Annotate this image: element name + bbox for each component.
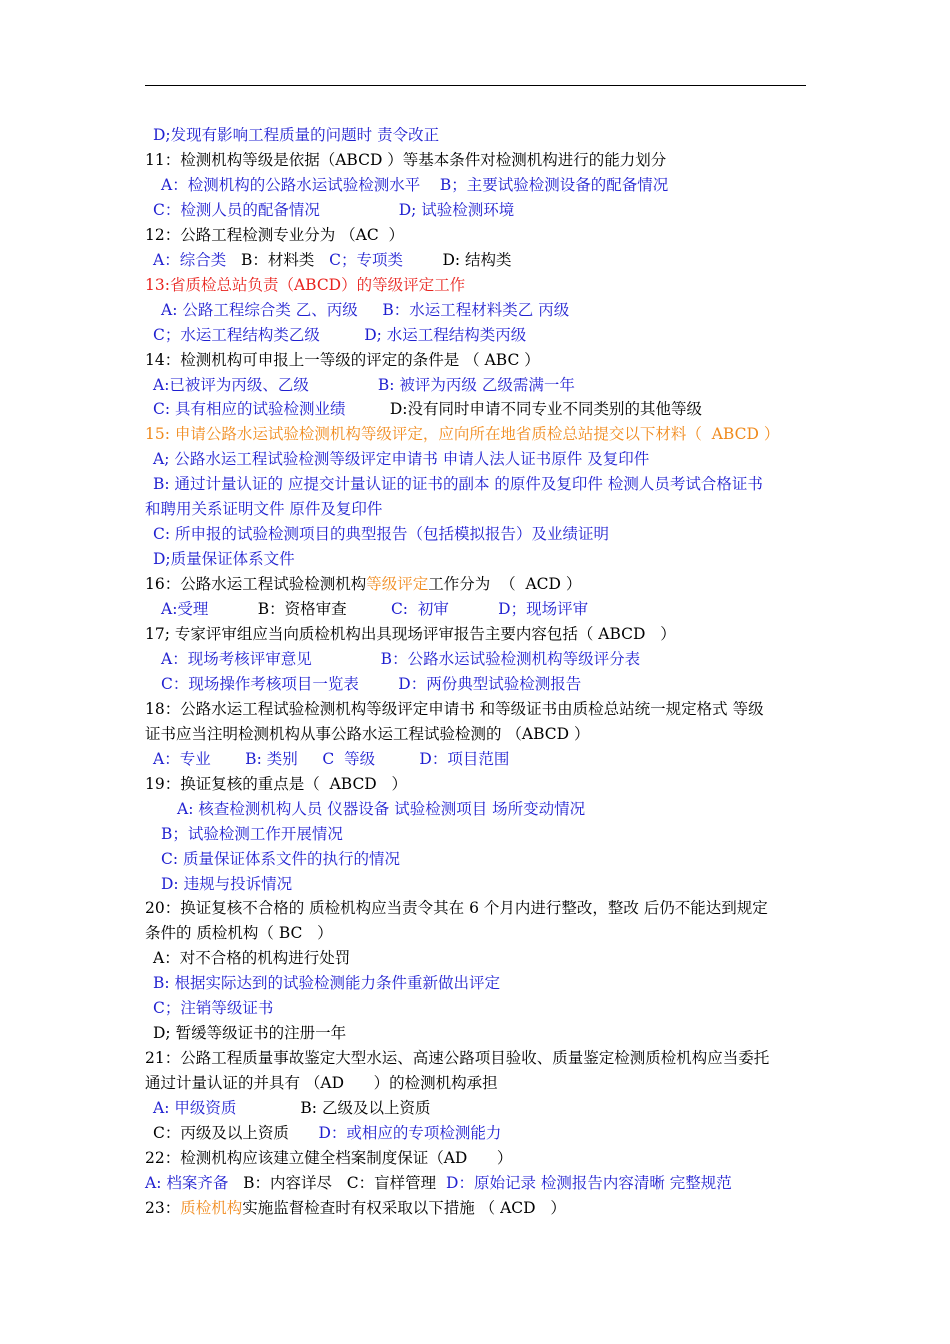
text-segment: C；水运工程结构类乙级 D; 水运工程结构类丙级 xyxy=(153,325,527,344)
text-line xyxy=(145,422,779,447)
text-segment: A：专业 B: 类别 C 等级 D：项目范围 xyxy=(153,749,510,768)
text-segment: 11：检测机构等级是依据（ABCD ）等基本条件对检测机构进行的能力划分 xyxy=(145,150,667,169)
text-line xyxy=(161,647,640,672)
text-segment: 等级评定 xyxy=(366,575,429,594)
text-segment: C: 初审 D；现场评审 xyxy=(390,600,589,619)
text-segment: C；专项类 xyxy=(329,250,404,269)
text-segment: 实施监督检查时有权采取以下措施 （ ACD ） xyxy=(242,1198,566,1217)
text-line xyxy=(153,946,350,971)
text-segment: B：资格审查 xyxy=(208,600,391,619)
text-segment: 工作分为 （ ACD ） xyxy=(428,575,582,594)
text-segment: A: 档案齐备 xyxy=(145,1173,229,1192)
text-segment: 条件的 质检机构（ BC ） xyxy=(145,924,333,943)
text-segment: 17; 专家评审组应当向质检机构出具现场评审报告主要内容包括（ ABCD ） xyxy=(145,625,676,643)
text-line xyxy=(145,572,581,597)
text-segment: 13:省质检总站负责（ABCD）的等级评定工作 xyxy=(145,275,466,294)
text-segment: 15: 申请公路水运试验检测机构等级评定，应向所在地省质检总站提交以下材料（ ABCD ） xyxy=(145,425,780,444)
text-line xyxy=(161,847,400,872)
text-line xyxy=(145,273,465,298)
text-line xyxy=(145,622,676,647)
text-line xyxy=(145,1046,769,1071)
text-line xyxy=(145,697,764,722)
text-segment: C: 质量保证体系文件的执行的情况 xyxy=(161,849,401,868)
text-line xyxy=(153,547,295,572)
text-line xyxy=(153,123,439,148)
text-segment: D: 结构类 xyxy=(403,250,512,269)
text-segment: D：原始记录 检测报告内容清晰 完整规范 xyxy=(446,1173,732,1192)
text-segment: 质检机构 xyxy=(180,1198,243,1217)
text-segment: C：检测人员的配备情况 D; 试验检测环境 xyxy=(153,200,515,219)
text-segment: 证书应当注明检测机构从事公路水运工程试验检测的 （ABCD ） xyxy=(145,724,590,743)
text-segment: D：或相应的专项检测能力 xyxy=(318,1124,502,1142)
text-segment: A：现场考核评审意见 B：公路水运试验检测机构等级评分表 xyxy=(161,649,641,668)
text-line xyxy=(145,896,768,921)
text-segment: A: 甲级资质 xyxy=(153,1099,301,1118)
text-line xyxy=(161,672,581,697)
text-segment: 和聘用关系证明文件 原件及复印件 xyxy=(145,500,383,519)
text-segment: 21：公路工程质量事故鉴定大型水运、高速公路项目验收、质量鉴定检测质检机构应当委托 xyxy=(145,1049,770,1068)
text-line xyxy=(153,472,763,497)
text-segment: 22：检测机构应该建立健全档案制度保证（AD ） xyxy=(145,1148,513,1167)
text-line xyxy=(153,397,702,422)
text-segment: B：内容详尽 C：盲样管理 xyxy=(228,1173,447,1192)
text-segment: D: 违规与投诉情况 xyxy=(161,874,293,893)
text-line xyxy=(153,323,526,348)
text-line xyxy=(177,797,585,822)
header-rule xyxy=(145,85,806,86)
text-line xyxy=(145,348,540,373)
text-segment: A：综合类 xyxy=(153,250,227,269)
text-line xyxy=(145,921,333,946)
text-segment: 20：换证复核不合格的 质检机构应当责令其在 6 个月内进行整改，整改 后仍不能达到规定 xyxy=(145,899,768,918)
text-line xyxy=(161,822,343,847)
text-line xyxy=(145,497,382,522)
text-segment: C：丙级及以上资质 xyxy=(153,1124,319,1142)
text-line xyxy=(161,298,569,323)
text-line xyxy=(153,1096,430,1121)
text-segment: 14：检测机构可申报上一等级的评定的条件是 （ ABC ） xyxy=(145,350,540,369)
text-segment: C: 具有相应的试验检测业绩 xyxy=(153,400,390,419)
text-segment: 18：公路水运工程试验检测机构等级评定申请书 和等级证书由质检总站统一规定格式 等级 xyxy=(145,699,764,718)
text-segment: B；试验检测工作开展情况 xyxy=(161,824,343,843)
text-segment: B: 通过计量认证的 应提交计量认证的证书的副本 的原件及复印件 检测人员考试合格证书 xyxy=(153,475,763,494)
text-segment: A：检测机构的公路水运试验检测水平 B；主要试验检测设备的配备情况 xyxy=(161,175,669,194)
text-line xyxy=(153,198,514,223)
text-segment: C；注销等级证书 xyxy=(153,999,274,1018)
text-line xyxy=(153,373,575,398)
text-line xyxy=(153,747,509,772)
text-line xyxy=(145,1171,732,1196)
text-segment: A: 公路工程综合类 乙、丙级 B：水运工程材料类乙 丙级 xyxy=(161,300,570,319)
text-segment: 23： xyxy=(145,1198,181,1217)
text-segment: 通过计量认证的并具有 （AD ）的检测机构承担 xyxy=(145,1074,498,1093)
text-line xyxy=(161,597,588,622)
text-segment: D; 暂缓等级证书的注册一年 xyxy=(153,1024,347,1043)
text-segment: A:受理 xyxy=(161,600,209,619)
text-line xyxy=(153,447,649,472)
text-line xyxy=(145,1071,498,1096)
text-segment: D:没有同时申请不同专业不同类别的其他等级 xyxy=(389,400,703,419)
text-segment: B: 乙级及以上资质 xyxy=(300,1099,431,1118)
text-line xyxy=(145,223,404,248)
text-segment: C：现场操作考核项目一览表 D：两份典型试验检测报告 xyxy=(161,674,582,693)
text-line xyxy=(161,173,668,198)
text-line xyxy=(153,248,512,273)
text-segment: A：对不合格的机构进行处罚 xyxy=(153,949,351,968)
text-segment: A: 核查检测机构人员 仪器设备 试验检测项目 场所变动情况 xyxy=(177,799,586,818)
text-line xyxy=(153,971,500,996)
text-segment: A; 公路水运工程试验检测等级评定申请书 申请人法人证书原件 及复印件 xyxy=(153,450,650,469)
text-line xyxy=(153,1021,346,1046)
text-segment: D;质量保证体系文件 xyxy=(153,550,295,569)
text-line xyxy=(153,1121,501,1146)
text-line xyxy=(145,1146,512,1171)
text-segment: C: 所申报的试验检测项目的典型报告（包括模拟报告）及业绩证明 xyxy=(153,525,610,544)
text-line xyxy=(153,522,609,547)
text-segment: 12：公路工程检测专业分为 （AC ） xyxy=(145,225,405,244)
text-segment: 16：公路水运工程试验检测机构 xyxy=(145,575,367,594)
text-line xyxy=(145,722,590,747)
text-segment: 19：换证复核的重点是（ ABCD ） xyxy=(145,774,408,793)
text-line xyxy=(153,996,273,1021)
text-line xyxy=(161,872,292,897)
text-line xyxy=(145,772,407,797)
text-segment: D;发现有影响工程质量的问题时 责令改正 xyxy=(153,126,440,144)
text-segment: A:已被评为丙级、乙级 B: 被评为丙级 乙级需满一年 xyxy=(153,375,575,394)
text-line xyxy=(145,148,666,173)
text-segment: B：材料类 xyxy=(226,250,330,269)
text-line xyxy=(145,1196,566,1221)
text-segment: B: 根据实际达到的试验检测能力条件重新做出评定 xyxy=(153,974,501,993)
